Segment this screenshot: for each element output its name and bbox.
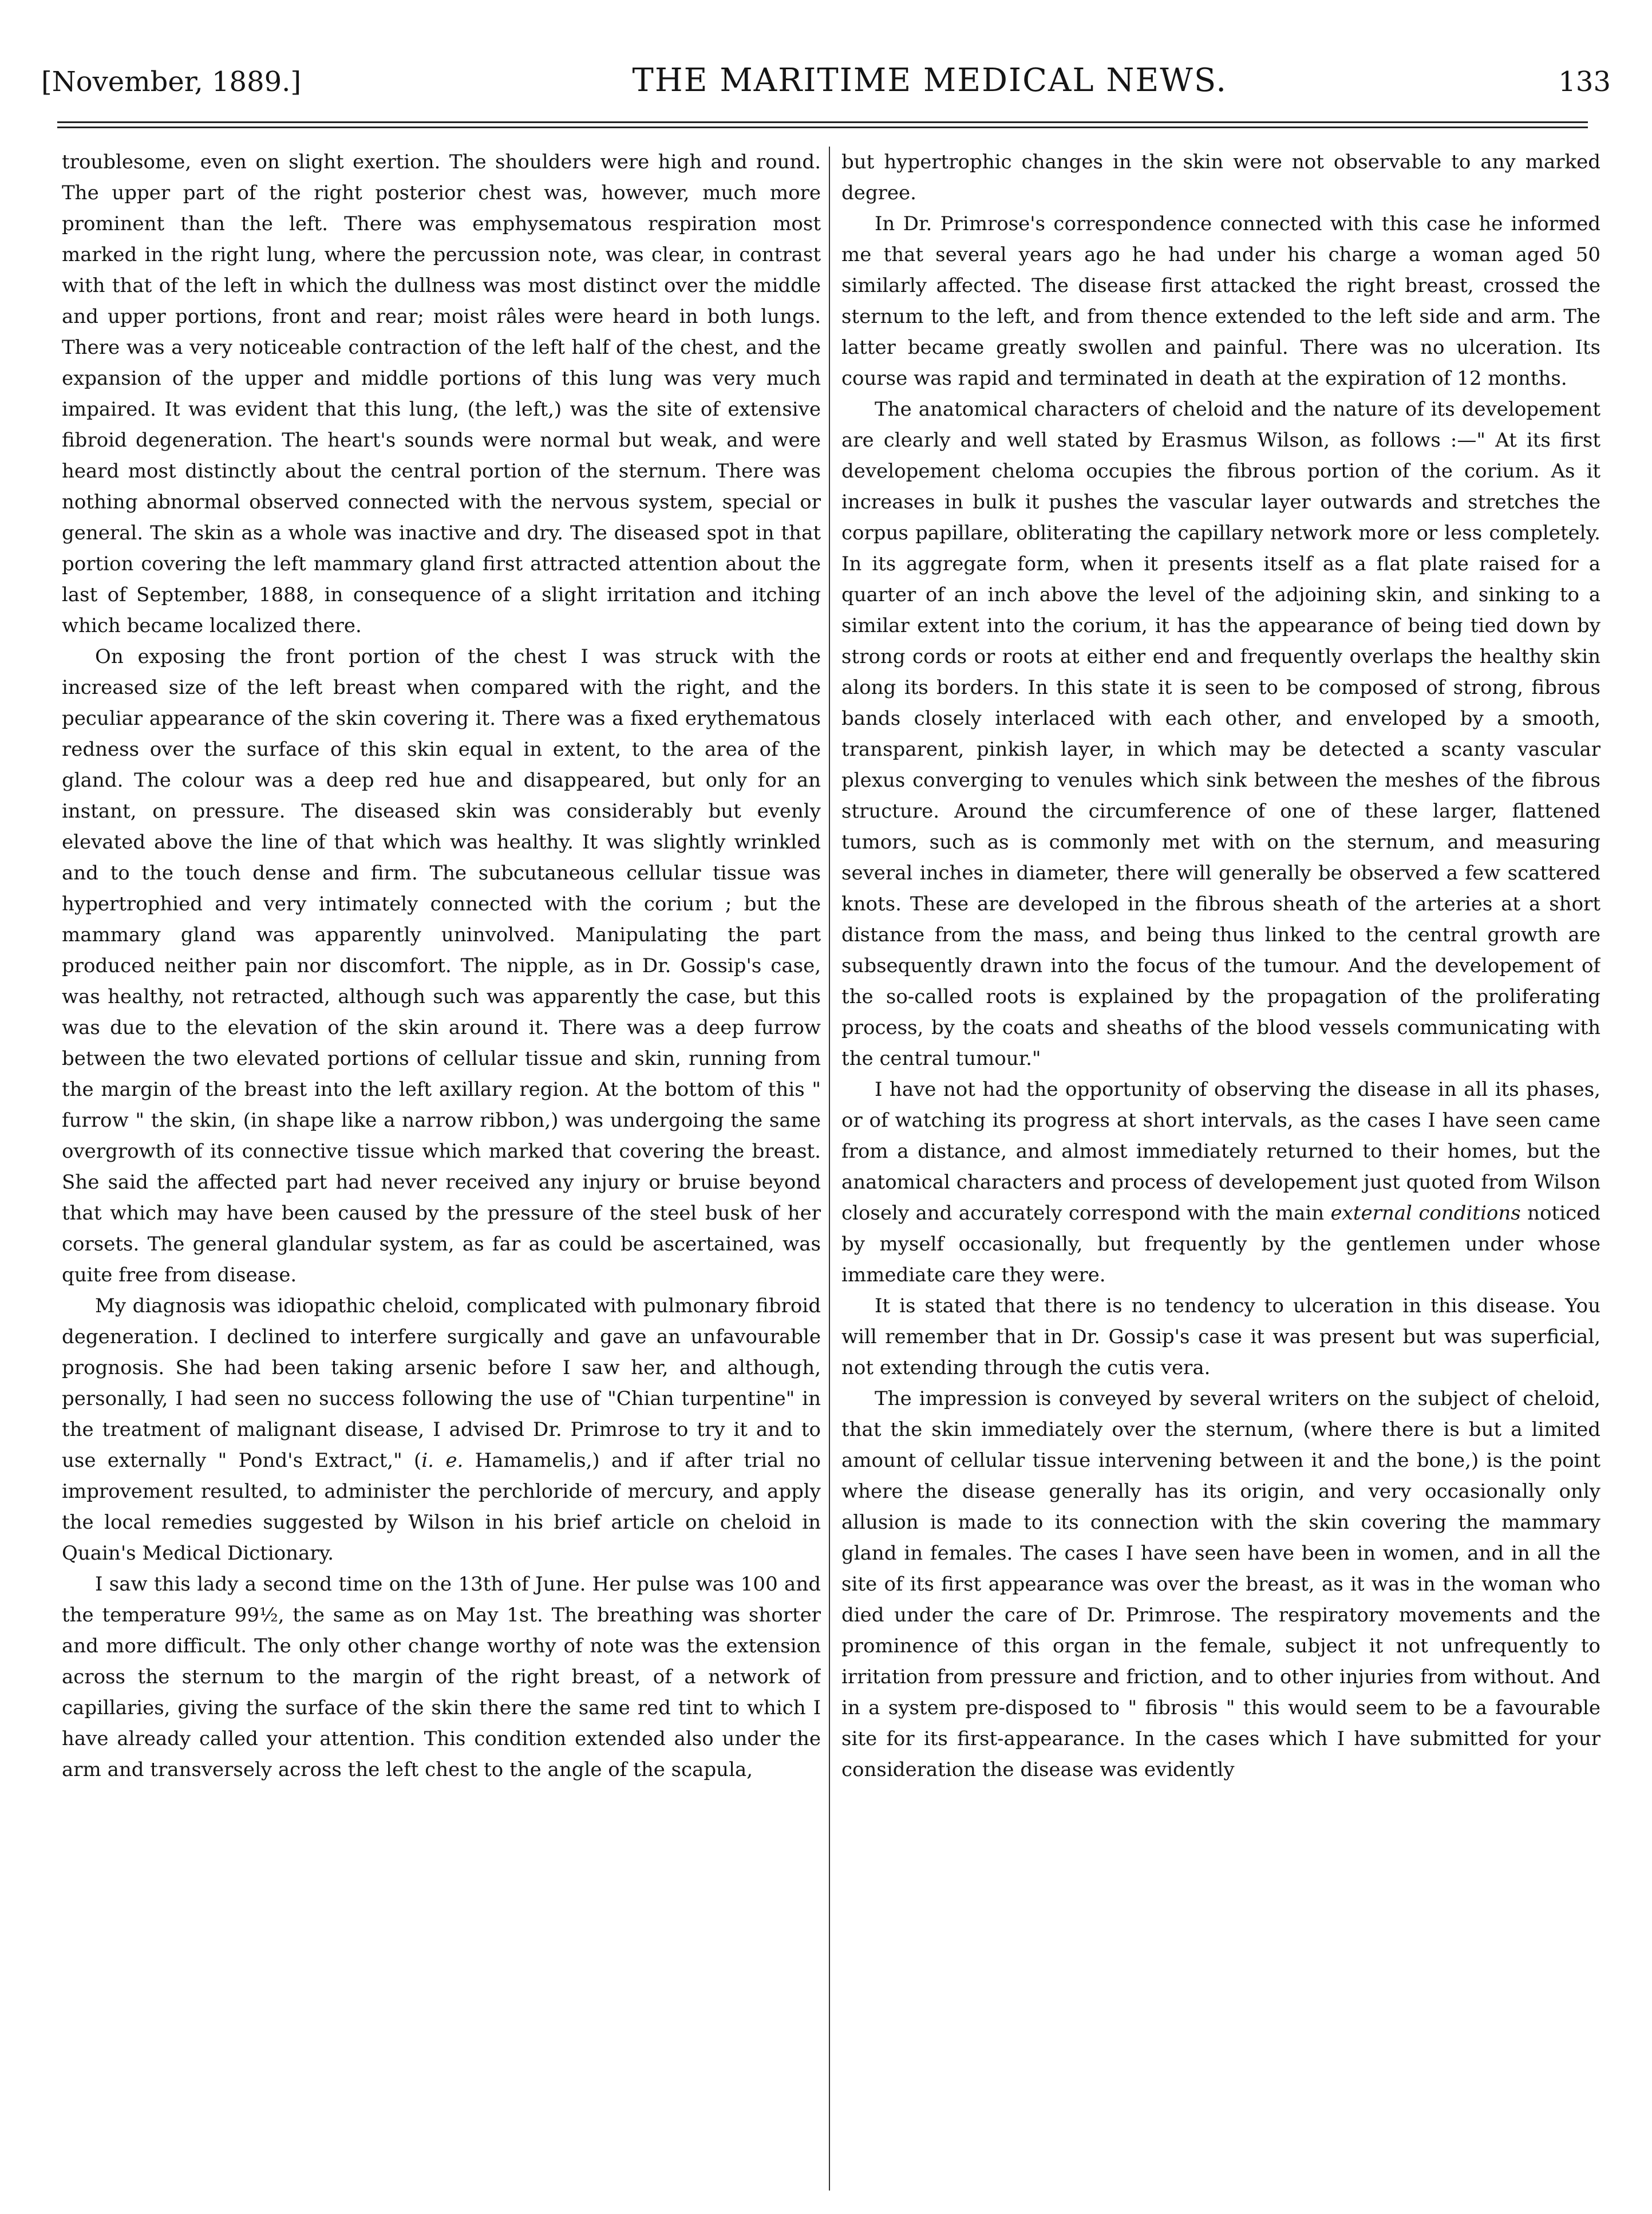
paragraph: but hypertrophic changes in the skin were not observable to any marked degree. [841, 151, 1600, 204]
right-column [841, 147, 1600, 2196]
paragraph: The impression is conveyed by several writers on the subject of cheloid, that the skin immediately over the sternum, (where there is but a limited amount of cellular tissue intervening between it and the bone,) is the point where the disease generally has its origin, and very occasionally only allusion is made to its connection with the skin covering the mammary gland in females. The cases I have seen have been in women, and in all the site of its first appearance was over the breast, as it was in the woman who died under the care of Dr. Primrose. The respiratory movements and the prominence of this organ in the female, subject it not unfrequently to irritation from pressure and friction, and to other injuries from without. And in a system pre-disposed to " fibrosis " this would seem to be a favourable site for its first-appearance. In the cases which I have submitted for your consideration the disease was evidently [841, 1387, 1600, 1781]
left-column [62, 147, 821, 2196]
running-header [41, 62, 1611, 108]
header-double-rule [57, 121, 1588, 128]
paragraph-text: Hamamelis,) and if after trial no improvement resulted, to administer the perchloride of mercury, and apply the local remedies suggested by Wilson in his brief article on cheloid in Quain's Medical Dictionary. [62, 1449, 821, 1565]
paragraph [62, 1290, 821, 1569]
paragraph-text: I have not had the opportunity of observing the disease in all its phases, or of watching its progress at short intervals, as the cases I have seen came from a distance, and almost immediately returned to their homes, but the anatomical characters and process of developement just quoted from Wilson closely and accurately correspond with the main [841, 1078, 1600, 1225]
paragraph-text: noticed by myself occasionally, but frequently by the gentlemen under whose immediate care they were. [841, 1202, 1600, 1286]
paragraph-text: My diagnosis was idiopathic cheloid, complicated with pulmonary fibroid degeneration. I declined to interfere surgically and gave an unfavourable prognosis. She had been taking arsenic before I saw her, and although, personally, I had seen no success following the use of "Chian turpentine" in the treatment of malignant disease, I advised Dr. Primrose to try it and to use externally " Pond's Extract," ( [62, 1295, 821, 1472]
italic-phrase: external conditions [1330, 1202, 1521, 1225]
journal-title: THE MARITIME MEDICAL NEWS. [632, 62, 1228, 99]
paragraph: I saw this lady a second time on the 13th of June. Her pulse was 100 and the temperature 99½, the same as on May 1st. The breathing was shorter and more difficult. The only other change worthy of note was the extension across the sternum to the margin of the right breast, of a network of capillaries, giving the surface of the skin there the same red tint to which I have already called your attention. This condition extended also under the arm and transversely across the left chest to the angle of the scapula, [62, 1573, 821, 1781]
paragraph: On exposing the front portion of the chest I was struck with the increased size of the left breast when compared with the right, and the peculiar appearance of the skin covering it. There was a fixed erythematous redness over the surface of this skin equal in extent, to the area of the gland. The colour was a deep red hue and disappeared, but only for an instant, on pressure. The diseased skin was considerably but evenly elevated above the line of that which was healthy. It was slightly wrinkled and to the touch dense and firm. The subcutaneous cellular tissue was hypertrophied and very intimately connected with the corium ; but the mammary gland was apparently uninvolved. Manipulating the part produced neither pain nor discomfort. The nipple, as in Dr. Gossip's case, was healthy, not retracted, although such was apparently the case, but this was due to the elevation of the skin around it. There was a deep furrow between the two elevated portions of cellular tissue and skin, running from the margin of the breast into the left axillary region. At the bottom of this " furrow " the skin, (in shape like a narrow ribbon,) was undergoing the same overgrowth of its connective tissue which marked that covering the breast. She said the affected part had never received any injury or bruise beyond that which may have been caused by the pressure of the steel busk of her corsets. The general glandular system, as far as could be ascertained, was quite free from disease. [62, 645, 821, 1286]
italic-abbreviation: i. e. [421, 1449, 464, 1472]
page-number: 133 [1558, 66, 1611, 98]
paragraph: It is stated that there is no tendency to ulceration in this disease. You will remember that in Dr. Gossip's case it was present but was superficial, not extending through the cutis vera. [841, 1295, 1600, 1379]
issue-date: [November, 1889.] [41, 66, 302, 98]
column-divider [829, 147, 830, 2191]
paragraph [841, 1074, 1600, 1290]
paragraph: In Dr. Primrose's correspondence connected with this case he informed me that several years ago he had under his charge a woman aged 50 similarly affected. The disease first attacked the right breast, crossed the sternum to the left, and from thence extended to the left side and arm. The latter became greatly swollen and painful. There was no ulceration. Its course was rapid and terminated in death at the expiration of 12 months. [841, 212, 1600, 390]
paragraph: The anatomical characters of cheloid and the nature of its developement are clearly and well stated by Erasmus Wilson, as follows :—" At its first developement cheloma occupies the fibrous portion of the corium. As it increases in bulk it pushes the vascular layer outwards and stretches the corpus papillare, obliterating the capillary network more or less completely. In its aggregate form, when it presents itself as a flat plate raised for a quarter of an inch above the level of the adjoining skin, and sinking to a similar extent into the corium, it has the appearance of being tied down by strong cords or roots at either end and frequently overlaps the healthy skin along its borders. In this state it is seen to be composed of strong, fibrous bands closely interlaced with each other, and enveloped by a smooth, transparent, pinkish layer, in which may be detected a scanty vascular plexus converging to venules which sink between the meshes of the fibrous structure. Around the circumference of one of these larger, flattened tumors, such as is commonly met with on the sternum, and measuring several inches in diameter, there will generally be observed a few scattered knots. These are developed in the fibrous sheath of the arteries at a short distance from the mass, and being thus linked to the central growth are subsequently drawn into the focus of the tumour. And the developement of the so-called roots is explained by the propagation of the proliferating process, by the coats and sheaths of the blood vessels communicating with the central tumour." [841, 398, 1600, 1070]
paragraph: troublesome, even on slight exertion. The shoulders were high and round. The upper part of the right posterior chest was, however, much more prominent than the left. There was emphysematous respiration most marked in the right lung, where the percussion note, was clear, in contrast with that of the left in which the dullness was most distinct over the middle and upper portions, front and rear; moist râles were heard in both lungs. There was a very noticeable contraction of the left half of the chest, and the expansion of the upper and middle portions of this lung was very much impaired. It was evident that this lung, (the left,) was the site of extensive fibroid degeneration. The heart's sounds were normal but weak, and were heard most distinctly about the central portion of the sternum. There was nothing abnormal observed connected with the nervous system, special or general. The skin as a whole was inactive and dry. The diseased spot in that portion covering the left mammary gland first attracted attention about the last of September, 1888, in consequence of a slight irritation and itching which became localized there. [62, 151, 821, 637]
